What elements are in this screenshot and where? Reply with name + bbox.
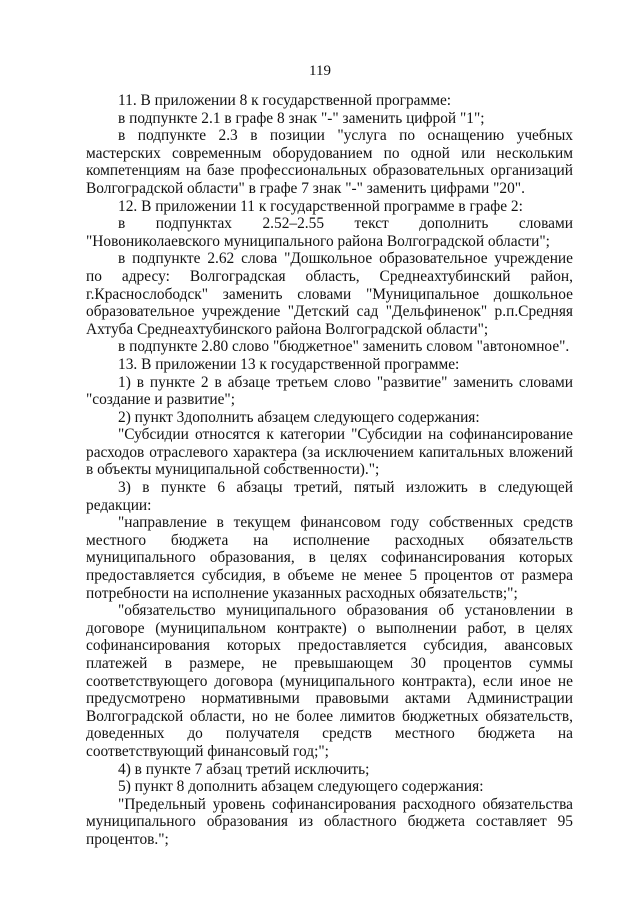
paragraph-item-12-heading: 12. В приложении 11 к государственной программе в графе 2: xyxy=(118,197,523,215)
paragraph-subpoint-2-3: в подпункте 2.3 в позиции "услуга по оснащению учебных мастерских современным оборудованием по одной или нескольким компетенциям на базе профессиональных образовательных организаций Волгоградской области" в графе 7 знак "-" заменить цифрами "20". xyxy=(86,127,573,197)
paragraph-subsidy-category-quote: "Субсидии относятся к категории "Субсидии на софинансирование расходов отраслевого характера (за исключением капитальных вложений в объекты муниципальной собственности)."; xyxy=(86,426,573,479)
paragraph-point-1: 1) в пункте 2 в абзаце третьем слово "развитие" заменить словами "создание и развитие"; xyxy=(86,373,573,409)
paragraph-funding-direction-quote: "направление в текущем финансовом году собственных средств местного бюджета на исполнение расходных обязательств муниципального образования, в целях софинансирования которых предоставляется субсидия, в объеме не менее 5 процентов от размера потребности на исполнение указанных расходных обязательств;"; xyxy=(86,514,573,602)
paragraph-point-3: 3) в пункте 6 абзацы третий, пятый изложить в следующей редакции: xyxy=(86,479,573,514)
paragraph-item-13-heading: 13. В приложении 13 к государственной программе: xyxy=(118,355,460,373)
paragraph-subpoint-2-80: в подпункте 2.80 слово "бюджетное" заменить словом "автономное". xyxy=(118,338,570,356)
paragraph-cofinancing-limit-quote: "Предельный уровень софинансирования расходного обязательства муниципального образования из областного бюджета составляет 95 процентов."; xyxy=(86,795,573,848)
paragraph-subpoints-2-52-2-55: в подпунктах 2.52–2.55 текст дополнить словами "Новониколаевского муниципального района Волгоградской области"; xyxy=(86,215,573,250)
paragraph-subpoint-2-62: в подпункте 2.62 слова "Дошкольное образовательное учреждение по адресу: Волгоградская область, Среднеахтубинский район, г.Краснослободск" заменить словами "Муниципальное дошкольное образовательное учреждение "Детский сад "Дельфиненок" р.п.Средняя Ахтуба Среднеахтубинского района Волгоградской области"; xyxy=(86,250,573,338)
page-number: 119 xyxy=(309,63,331,79)
paragraph-point-2: 2) пункт 3дополнить абзацем следующего содержания: xyxy=(118,408,480,426)
paragraph-item-11-heading: 11. В приложении 8 к государственной программе: xyxy=(118,92,452,109)
paragraph-obligation-quote: "обязательство муниципального образования об установлении в договоре (муниципальном контракте) о выполнении работ, в целях софинансирования которых предоставляется субсидия, авансовых платежей в размере, не превышающем 30 процентов суммы соответствующего договора (муниципального контракта), если иное не предусмотрено нормативными правовыми актами Администрации Волгоградской области, но не более лимитов бюджетных обязательств, доведенных до получателя средств местного бюджета на соответствующий финансовый год;"; xyxy=(86,602,573,760)
paragraph-point-4: 4) в пункте 7 абзац третий исключить; xyxy=(118,760,370,778)
paragraph-subpoint-2-1: в подпункте 2.1 в графе 8 знак "-" заменить цифрой "1"; xyxy=(118,109,485,127)
document-body xyxy=(86,92,573,849)
paragraph-point-5: 5) пункт 8 дополнить абзацем следующего содержания: xyxy=(118,778,484,796)
